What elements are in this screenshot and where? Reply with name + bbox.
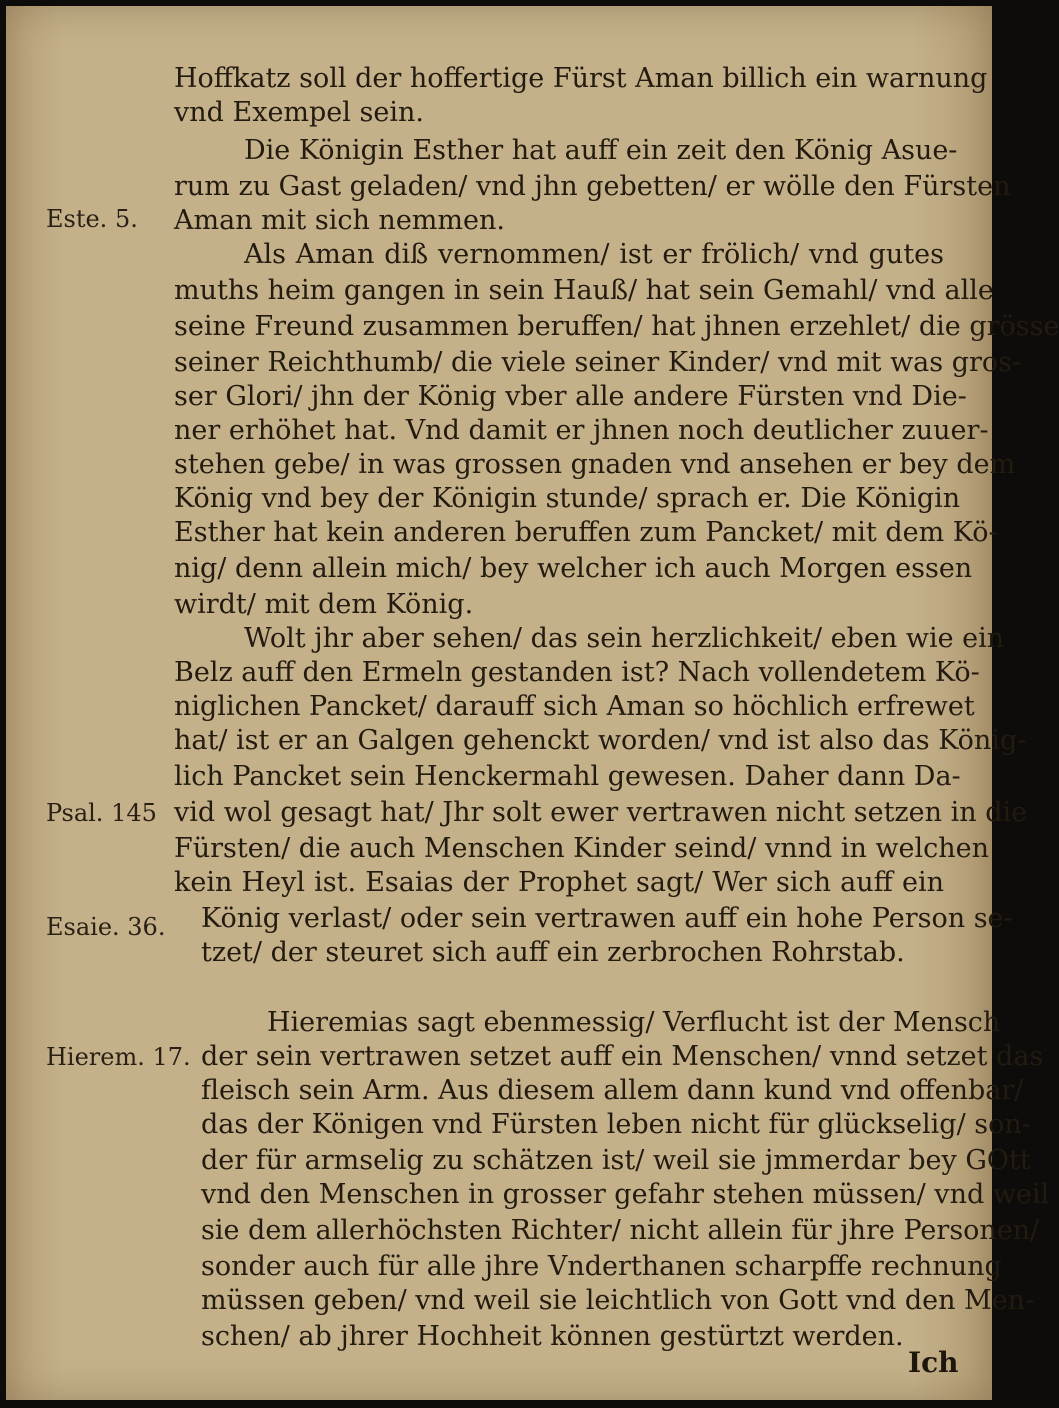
text-line: vid wol gesagt hat/ Jhr solt ewer vertrawen nicht setzen in die (174, 797, 1028, 828)
text-line: nig/ denn allein mich/ bey welcher ich auch Morgen essen (174, 553, 973, 584)
text-line: Wolt jhr aber sehen/ das sein herzlichkeit/ eben wie ein (244, 623, 1005, 654)
text-line: muths heim gangen in sein Hauß/ hat sein Gemahl/ vnd alle (174, 275, 994, 306)
text-line: tzet/ der steuret sich auff ein zerbrochen Rohrstab. (201, 937, 905, 968)
marginal-note: Psal. 145 (46, 799, 157, 827)
text-line: Als Aman diß vernommen/ ist er frölich/ vnd gutes (244, 239, 944, 270)
marginal-note: Esaie. 36. (46, 913, 166, 941)
text-line: niglichen Pancket/ darauff sich Aman so höchlich erfrewet (174, 691, 975, 722)
text-line: seiner Reichthumb/ die viele seiner Kinder/ vnd mit was gros- (174, 347, 1022, 378)
text-line: hat/ ist er an Galgen gehenckt worden/ vnd ist also das König- (174, 725, 1027, 756)
text-line: rum zu Gast geladen/ vnd jhn gebetten/ er wölle den Fürsten (174, 171, 1011, 202)
text-line: der sein vertrawen setzet auff ein Menschen/ vnnd setzet das (201, 1041, 1044, 1072)
text-line: müssen geben/ vnd weil sie leichtlich von Gott vnd den Men- (201, 1285, 1035, 1316)
text-line: sie dem allerhöchsten Richter/ nicht allein für jhre Personen/ (201, 1215, 1040, 1246)
text-line: das der Königen vnd Fürsten leben nicht für glückselig/ son- (201, 1109, 1031, 1140)
text-line: Esther hat kein anderen beruffen zum Pancket/ mit dem Kö- (174, 517, 998, 548)
catchword: Ich (908, 1346, 959, 1379)
text-line: fleisch sein Arm. Aus diesem allem dann kund vnd offenbar/ (201, 1075, 1024, 1106)
text-line: lich Pancket sein Henckermahl gewesen. Daher dann Da- (174, 761, 961, 792)
text-line: seine Freund zusammen beruffen/ hat jhnen erzehlet/ die grösse (174, 311, 1059, 342)
marginal-note: Este. 5. (46, 205, 138, 233)
text-line: stehen gebe/ in was grossen gnaden vnd ansehen er bey dem (174, 449, 1016, 480)
text-line: vnd den Menschen in grosser gefahr stehen müssen/ vnd weil (201, 1179, 1050, 1210)
text-line: Belz auff den Ermeln gestanden ist? Nach vollendetem Kö- (174, 657, 980, 688)
text-line: König verlast/ oder sein vertrawen auff ein hohe Person se- (201, 903, 1013, 934)
text-line: ser Glori/ jhn der König vber alle andere Fürsten vnd Die- (174, 381, 967, 412)
text-line: ner erhöhet hat. Vnd damit er jhnen noch deutlicher zuuer- (174, 415, 989, 446)
text-line: Die Königin Esther hat auff ein zeit den König Asue- (244, 135, 958, 166)
text-line: König vnd bey der Königin stunde/ sprach er. Die Königin (174, 483, 961, 514)
text-line: Hoffkatz soll der hoffertige Fürst Aman billich ein warnung (174, 63, 988, 94)
text-line: der für armselig zu schätzen ist/ weil sie jmmerdar bey GOtt (201, 1145, 1031, 1176)
book-page (6, 6, 1059, 1400)
text-line: schen/ ab jhrer Hochheit können gestürtzt werden. (201, 1321, 904, 1352)
text-line: kein Heyl ist. Esaias der Prophet sagt/ Wer sich auff ein (174, 867, 944, 898)
text-line: vnd Exempel sein. (174, 97, 424, 128)
text-line: sonder auch für alle jhre Vnderthanen scharpffe rechnung (201, 1251, 1002, 1282)
text-line: Aman mit sich nemmen. (174, 205, 505, 236)
text-line: Hieremias sagt ebenmessig/ Verflucht ist der Mensch (267, 1007, 1001, 1038)
marginal-note: Hierem. 17. (46, 1043, 191, 1071)
text-line: wirdt/ mit dem König. (174, 589, 474, 620)
text-line: Fürsten/ die auch Menschen Kinder seind/ vnnd in welchen (174, 833, 990, 864)
